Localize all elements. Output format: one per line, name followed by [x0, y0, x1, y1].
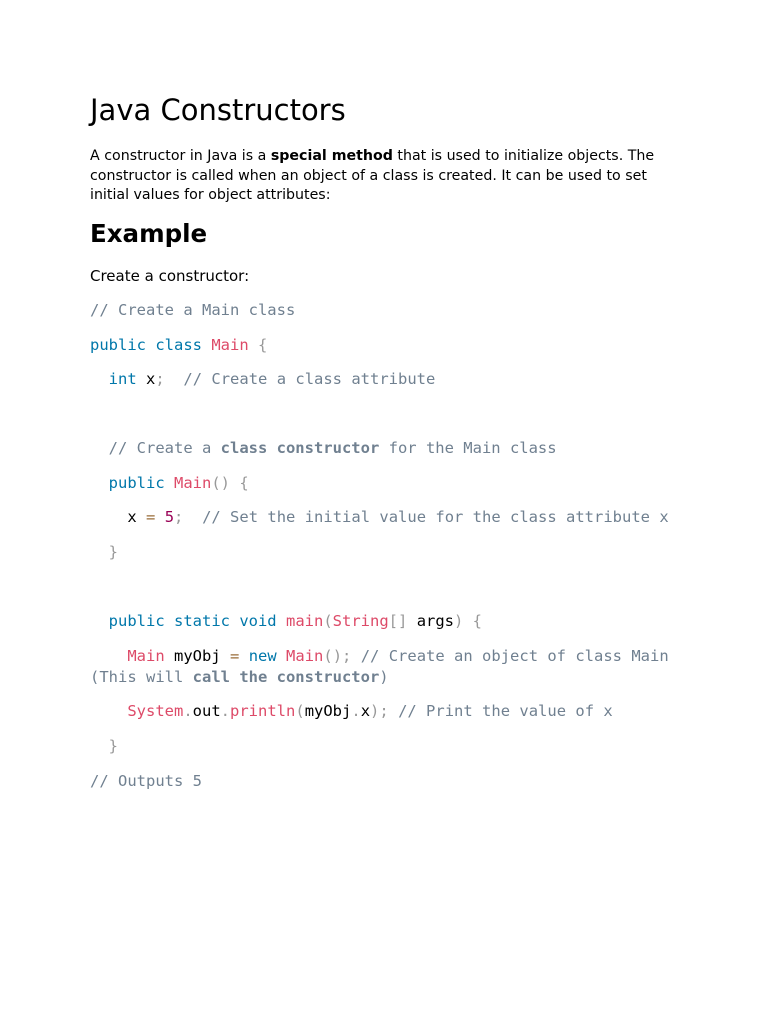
- example-lead: Create a constructor:: [90, 267, 250, 285]
- code-punctuation: .: [220, 702, 231, 720]
- code-keyword: new: [248, 647, 277, 665]
- intro-text-end: that is used to initialize objects. The constructor is called when an object of a class is created. It can be used to set initial values for object attributes:: [90, 148, 655, 203]
- intro-bold-text: special method: [270, 148, 393, 164]
- code-class-name: Main: [211, 336, 249, 354]
- code-class-name: Main: [174, 474, 212, 492]
- code-line-2: [90, 335, 267, 356]
- code-operator: =: [230, 647, 240, 665]
- code-comment: // Print the value of x: [398, 702, 613, 720]
- code-comment: // Create a class attribute: [183, 370, 436, 388]
- code-line-1: [90, 300, 295, 321]
- code-punctuation: ;: [155, 370, 165, 388]
- code-comment: // Create an object of class Main: [360, 647, 669, 665]
- code-comment: // Set the initial value for the class attribute x: [202, 508, 669, 526]
- code-punctuation: }: [108, 543, 119, 561]
- code-punctuation: []: [388, 612, 408, 630]
- code-line-3: [90, 369, 435, 390]
- code-variable: args: [416, 612, 455, 630]
- code-keyword: public class: [90, 336, 202, 354]
- code-operator: =: [146, 508, 156, 526]
- code-punctuation: ();: [323, 647, 352, 665]
- code-punctuation: );: [370, 702, 389, 720]
- code-variable: x: [127, 508, 137, 526]
- code-line-13: [90, 771, 202, 792]
- code-variable: out: [192, 702, 221, 720]
- intro-text-start: A constructor in Java is a: [90, 148, 271, 164]
- code-line-5: [90, 473, 249, 494]
- code-line-11: [90, 701, 613, 722]
- code-variable: myObj: [304, 702, 352, 720]
- code-line-12: [90, 736, 118, 757]
- code-class-name: String: [332, 612, 389, 630]
- code-line-4: [90, 438, 557, 459]
- code-class-name: Main: [127, 647, 165, 665]
- code-comment: // Outputs 5: [90, 772, 202, 790]
- code-line-6: [90, 507, 669, 528]
- example-heading: Example: [90, 219, 208, 248]
- code-comment-part: (This will: [90, 668, 193, 686]
- code-function-name: println: [230, 702, 296, 720]
- code-line-9: [90, 646, 669, 667]
- code-keyword: public: [108, 474, 165, 492]
- code-line-7: [90, 542, 118, 563]
- code-comment: [90, 668, 389, 686]
- code-punctuation: () {: [211, 474, 249, 492]
- code-punctuation: (: [323, 612, 333, 630]
- code-comment-part: for the Main class: [379, 439, 557, 457]
- code-comment-part: // Create a: [108, 439, 221, 457]
- page-title: Java Constructors: [90, 93, 346, 127]
- code-line-8: [90, 611, 482, 632]
- code-variable: myObj: [174, 647, 221, 665]
- code-comment: // Create a Main class: [90, 301, 296, 319]
- code-comment-bold: class constructor: [220, 439, 380, 457]
- code-function-name: main: [286, 612, 324, 630]
- code-number: 5: [164, 508, 175, 526]
- code-comment: [109, 439, 557, 457]
- code-punctuation: (: [295, 702, 305, 720]
- code-punctuation: ;: [174, 508, 184, 526]
- intro-paragraph: [90, 147, 680, 206]
- code-comment-part: ): [379, 668, 389, 686]
- code-punctuation: }: [108, 737, 119, 755]
- code-punctuation: .: [183, 702, 193, 720]
- code-punctuation: ) {: [454, 612, 483, 630]
- code-class-name: System: [127, 702, 184, 720]
- code-keyword: int: [108, 370, 137, 388]
- code-comment-bold: call the constructor: [192, 668, 380, 686]
- code-line-10: [90, 667, 389, 688]
- code-variable: x: [360, 702, 371, 720]
- code-punctuation: {: [258, 336, 268, 354]
- code-punctuation: .: [351, 702, 361, 720]
- code-keyword: public static void: [108, 612, 277, 630]
- code-variable: x: [146, 370, 156, 388]
- code-class-name: Main: [286, 647, 324, 665]
